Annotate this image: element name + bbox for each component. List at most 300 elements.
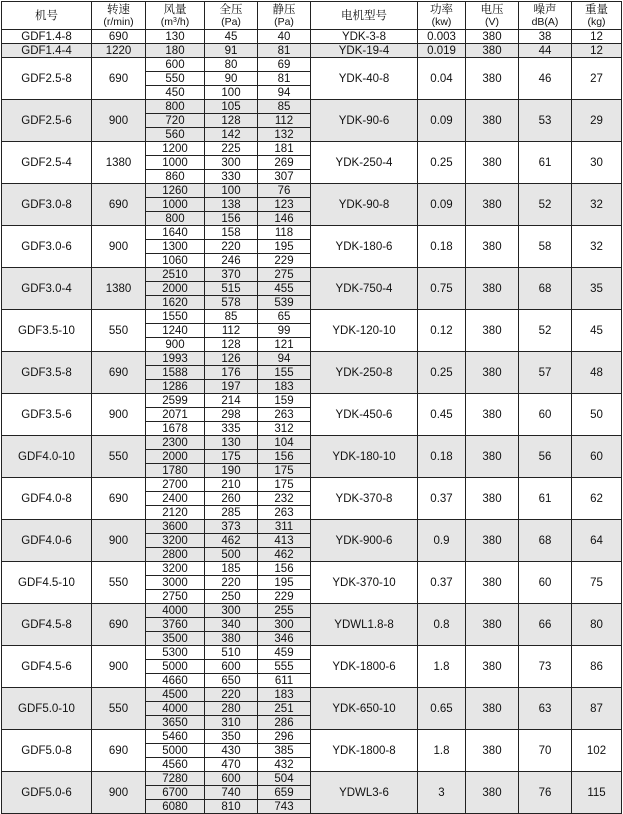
motor-cell: YDK-250-8 [311,352,418,394]
airflow-cell: 2750 [146,590,205,604]
table-row [2,142,622,156]
power-cell: 0.8 [418,604,466,646]
voltage-cell: 380 [466,436,519,478]
speed-cell: 900 [92,394,146,436]
weight-cell: 12 [572,44,622,58]
fan-group [2,310,622,352]
speed-cell: 900 [92,226,146,268]
model-cell: GDF1.4-8 [2,30,92,44]
total-pressure-cell: 380 [205,632,258,646]
total-pressure-cell: 158 [205,226,258,240]
model-cell: GDF2.5-8 [2,58,92,100]
total-pressure-cell: 370 [205,268,258,282]
header-row [2,2,622,30]
total-pressure-cell: 430 [205,744,258,758]
total-pressure-cell: 246 [205,254,258,268]
voltage-cell: 380 [466,520,519,562]
fan-group [2,44,622,58]
weight-cell: 32 [572,184,622,226]
motor-cell: YDK-900-6 [311,520,418,562]
noise-cell: 57 [519,352,572,394]
model-cell: GDF2.5-4 [2,142,92,184]
motor-cell: YDWL1.8-8 [311,604,418,646]
table-row [2,310,622,324]
total-pressure-cell: 128 [205,338,258,352]
static-pressure-cell: 112 [258,114,311,128]
static-pressure-cell: 263 [258,408,311,422]
airflow-cell: 2400 [146,492,205,506]
total-pressure-cell: 285 [205,506,258,520]
speed-cell: 550 [92,310,146,352]
total-pressure-cell: 250 [205,590,258,604]
static-pressure-cell: 99 [258,324,311,338]
static-pressure-cell: 346 [258,632,311,646]
speed-cell: 550 [92,436,146,478]
fan-group [2,730,622,772]
voltage-cell: 380 [466,646,519,688]
power-cell: 0.37 [418,562,466,604]
airflow-cell: 6080 [146,800,205,814]
airflow-cell: 1200 [146,142,205,156]
static-pressure-cell: 94 [258,352,311,366]
speed-cell: 550 [92,562,146,604]
fan-group [2,688,622,730]
voltage-cell: 380 [466,142,519,184]
fan-group [2,394,622,436]
model-cell: GDF3.5-8 [2,352,92,394]
airflow-cell: 1678 [146,422,205,436]
static-pressure-cell: 181 [258,142,311,156]
airflow-cell: 5460 [146,730,205,744]
static-pressure-cell: 312 [258,422,311,436]
total-pressure-cell: 90 [205,72,258,86]
weight-cell: 102 [572,730,622,772]
motor-cell: YDK-250-4 [311,142,418,184]
noise-cell: 70 [519,730,572,772]
model-cell: GDF3.5-6 [2,394,92,436]
total-pressure-cell: 810 [205,800,258,814]
static-pressure-cell: 121 [258,338,311,352]
speed-cell: 900 [92,772,146,814]
motor-cell: YDK-120-10 [311,310,418,352]
motor-cell: YDK-90-8 [311,184,418,226]
noise-cell: 58 [519,226,572,268]
airflow-cell: 3760 [146,618,205,632]
model-cell: GDF5.0-8 [2,730,92,772]
voltage-cell: 380 [466,604,519,646]
table-row [2,562,622,576]
total-pressure-cell: 300 [205,604,258,618]
fan-group [2,142,622,184]
motor-cell: YDK-370-10 [311,562,418,604]
fan-group [2,184,622,226]
model-cell: GDF3.5-10 [2,310,92,352]
table-row [2,478,622,492]
header-motor: 电机型号 [311,2,418,30]
fan-group [2,226,622,268]
static-pressure-cell: 286 [258,716,311,730]
static-pressure-cell: 307 [258,170,311,184]
total-pressure-cell: 220 [205,240,258,254]
model-cell: GDF4.0-6 [2,520,92,562]
static-pressure-cell: 132 [258,128,311,142]
header-power: 功率 (kw) [418,2,466,30]
static-pressure-cell: 413 [258,534,311,548]
motor-cell: YDK-750-4 [311,268,418,310]
total-pressure-cell: 91 [205,44,258,58]
header-speed: 转速 (r/min) [92,2,146,30]
static-pressure-cell: 611 [258,674,311,688]
airflow-cell: 900 [146,338,205,352]
total-pressure-cell: 650 [205,674,258,688]
model-cell: GDF3.0-4 [2,268,92,310]
total-pressure-cell: 335 [205,422,258,436]
voltage-cell: 380 [466,30,519,44]
total-pressure-cell: 340 [205,618,258,632]
table-row [2,394,622,408]
header-weight: 重量 (kg) [572,2,622,30]
total-pressure-cell: 105 [205,100,258,114]
motor-cell: YDK-3-8 [311,30,418,44]
static-pressure-cell: 155 [258,366,311,380]
noise-cell: 53 [519,100,572,142]
voltage-cell: 380 [466,772,519,814]
speed-cell: 900 [92,100,146,142]
noise-cell: 52 [519,184,572,226]
static-pressure-cell: 85 [258,100,311,114]
noise-cell: 66 [519,604,572,646]
static-pressure-cell: 118 [258,226,311,240]
voltage-cell: 380 [466,226,519,268]
static-pressure-cell: 94 [258,86,311,100]
static-pressure-cell: 104 [258,436,311,450]
static-pressure-cell: 296 [258,730,311,744]
airflow-cell: 4000 [146,604,205,618]
spec-table-container [1,1,622,814]
airflow-cell: 6700 [146,786,205,800]
model-cell: GDF3.0-6 [2,226,92,268]
static-pressure-cell: 40 [258,30,311,44]
table-row [2,352,622,366]
power-cell: 0.04 [418,58,466,100]
noise-cell: 52 [519,310,572,352]
fan-group [2,268,622,310]
total-pressure-cell: 470 [205,758,258,772]
power-cell: 0.003 [418,30,466,44]
model-cell: GDF5.0-6 [2,772,92,814]
airflow-cell: 2071 [146,408,205,422]
weight-cell: 60 [572,436,622,478]
power-cell: 0.65 [418,688,466,730]
voltage-cell: 380 [466,730,519,772]
table-row [2,772,622,786]
airflow-cell: 1240 [146,324,205,338]
model-cell: GDF5.0-10 [2,688,92,730]
airflow-cell: 1060 [146,254,205,268]
power-cell: 0.019 [418,44,466,58]
static-pressure-cell: 195 [258,576,311,590]
total-pressure-cell: 300 [205,156,258,170]
static-pressure-cell: 69 [258,58,311,72]
speed-cell: 550 [92,688,146,730]
noise-cell: 63 [519,688,572,730]
airflow-cell: 800 [146,212,205,226]
airflow-cell: 860 [146,170,205,184]
noise-cell: 44 [519,44,572,58]
airflow-cell: 1260 [146,184,205,198]
noise-cell: 38 [519,30,572,44]
voltage-cell: 380 [466,100,519,142]
total-pressure-cell: 350 [205,730,258,744]
static-pressure-cell: 123 [258,198,311,212]
total-pressure-cell: 112 [205,324,258,338]
airflow-cell: 3200 [146,534,205,548]
airflow-cell: 1286 [146,380,205,394]
airflow-cell: 1300 [146,240,205,254]
static-pressure-cell: 555 [258,660,311,674]
total-pressure-cell: 45 [205,30,258,44]
total-pressure-cell: 85 [205,310,258,324]
power-cell: 3 [418,772,466,814]
noise-cell: 60 [519,562,572,604]
weight-cell: 86 [572,646,622,688]
total-pressure-cell: 462 [205,534,258,548]
motor-cell: YDK-19-4 [311,44,418,58]
weight-cell: 32 [572,226,622,268]
table-row [2,688,622,702]
motor-cell: YDK-40-8 [311,58,418,100]
header-total-pressure: 全压 (Pa) [205,2,258,30]
total-pressure-cell: 210 [205,478,258,492]
model-cell: GDF4.5-6 [2,646,92,688]
power-cell: 0.75 [418,268,466,310]
static-pressure-cell: 275 [258,268,311,282]
weight-cell: 50 [572,394,622,436]
static-pressure-cell: 229 [258,254,311,268]
table-row [2,436,622,450]
voltage-cell: 380 [466,310,519,352]
header-noise: 噪声 dB(A) [519,2,572,30]
motor-cell: YDK-180-10 [311,436,418,478]
weight-cell: 12 [572,30,622,44]
static-pressure-cell: 229 [258,590,311,604]
static-pressure-cell: 156 [258,450,311,464]
airflow-cell: 560 [146,128,205,142]
speed-cell: 1380 [92,142,146,184]
header-voltage: 电压 (V) [466,2,519,30]
motor-cell: YDK-90-6 [311,100,418,142]
weight-cell: 30 [572,142,622,184]
motor-cell: YDK-1800-6 [311,646,418,688]
motor-cell: YDK-650-10 [311,688,418,730]
airflow-cell: 1780 [146,464,205,478]
airflow-cell: 2599 [146,394,205,408]
motor-cell: YDK-370-8 [311,478,418,520]
fan-group [2,352,622,394]
airflow-cell: 1993 [146,352,205,366]
fan-group [2,30,622,44]
airflow-cell: 5000 [146,744,205,758]
noise-cell: 61 [519,142,572,184]
total-pressure-cell: 130 [205,436,258,450]
static-pressure-cell: 432 [258,758,311,772]
static-pressure-cell: 183 [258,688,311,702]
airflow-cell: 3500 [146,632,205,646]
airflow-cell: 5000 [146,660,205,674]
speed-cell: 690 [92,184,146,226]
speed-cell: 900 [92,646,146,688]
motor-cell: YDK-180-6 [311,226,418,268]
static-pressure-cell: 195 [258,240,311,254]
total-pressure-cell: 214 [205,394,258,408]
static-pressure-cell: 263 [258,506,311,520]
airflow-unit: $(m^3/h)$ [160,15,190,28]
airflow-cell: 1640 [146,226,205,240]
airflow-cell: 7280 [146,772,205,786]
table-row [2,730,622,744]
static-pressure-cell: 175 [258,464,311,478]
total-pressure-cell: 500 [205,548,258,562]
noise-cell: 76 [519,772,572,814]
static-pressure-cell: 539 [258,296,311,310]
voltage-cell: 380 [466,394,519,436]
airflow-cell: 4560 [146,758,205,772]
total-pressure-cell: 280 [205,702,258,716]
header-airflow: 风量 $(m^3/h)$ [146,2,205,30]
noise-cell: 60 [519,394,572,436]
voltage-cell: 380 [466,58,519,100]
power-cell: 0.45 [418,394,466,436]
power-cell: 0.9 [418,520,466,562]
airflow-cell: 2800 [146,548,205,562]
static-pressure-cell: 504 [258,772,311,786]
power-cell: 0.12 [418,310,466,352]
static-pressure-cell: 156 [258,562,311,576]
weight-cell: 45 [572,310,622,352]
static-pressure-cell: 232 [258,492,311,506]
total-pressure-cell: 373 [205,520,258,534]
power-cell: 0.18 [418,436,466,478]
total-pressure-cell: 126 [205,352,258,366]
airflow-cell: 550 [146,72,205,86]
total-pressure-cell: 600 [205,660,258,674]
weight-cell: 29 [572,100,622,142]
model-cell: GDF4.0-10 [2,436,92,478]
static-pressure-cell: 455 [258,282,311,296]
static-pressure-cell: 300 [258,618,311,632]
total-pressure-cell: 100 [205,184,258,198]
total-pressure-cell: 330 [205,170,258,184]
static-pressure-cell: 255 [258,604,311,618]
static-pressure-cell: 311 [258,520,311,534]
total-pressure-cell: 740 [205,786,258,800]
total-pressure-cell: 225 [205,142,258,156]
voltage-cell: 380 [466,562,519,604]
noise-cell: 68 [519,520,572,562]
header-static-pressure: 静压 (Pa) [258,2,311,30]
total-pressure-cell: 156 [205,212,258,226]
table-row [2,604,622,618]
total-pressure-cell: 197 [205,380,258,394]
static-pressure-cell: 462 [258,548,311,562]
airflow-cell: 4500 [146,688,205,702]
voltage-cell: 380 [466,268,519,310]
power-cell: 0.25 [418,142,466,184]
voltage-cell: 380 [466,352,519,394]
airflow-cell: 2510 [146,268,205,282]
table-row [2,184,622,198]
airflow-cell: 5300 [146,646,205,660]
table-row [2,44,622,58]
static-pressure-cell: 183 [258,380,311,394]
model-cell: GDF4.5-8 [2,604,92,646]
static-pressure-cell: 81 [258,44,311,58]
fan-group [2,604,622,646]
motor-cell: YDK-450-6 [311,394,418,436]
static-pressure-cell: 459 [258,646,311,660]
fan-group [2,520,622,562]
weight-cell: 62 [572,478,622,520]
airflow-cell: 720 [146,114,205,128]
motor-cell: YDK-1800-8 [311,730,418,772]
voltage-cell: 380 [466,688,519,730]
noise-cell: 73 [519,646,572,688]
total-pressure-cell: 138 [205,198,258,212]
speed-cell: 690 [92,58,146,100]
weight-cell: 115 [572,772,622,814]
airflow-cell: 2120 [146,506,205,520]
total-pressure-cell: 515 [205,282,258,296]
total-pressure-cell: 310 [205,716,258,730]
airflow-cell: 450 [146,86,205,100]
airflow-cell: 3650 [146,716,205,730]
speed-cell: 690 [92,478,146,520]
airflow-cell: 1000 [146,156,205,170]
motor-cell: YDWL3-6 [311,772,418,814]
voltage-cell: 380 [466,478,519,520]
static-pressure-cell: 269 [258,156,311,170]
fan-group [2,562,622,604]
airflow-cell: 1550 [146,310,205,324]
power-cell: 0.18 [418,226,466,268]
speed-cell: 1220 [92,44,146,58]
table-row [2,58,622,72]
noise-cell: 61 [519,478,572,520]
noise-cell: 68 [519,268,572,310]
speed-cell: 690 [92,30,146,44]
table-row [2,100,622,114]
airflow-cell: 800 [146,100,205,114]
total-pressure-cell: 220 [205,688,258,702]
airflow-cell: 3600 [146,520,205,534]
total-pressure-cell: 185 [205,562,258,576]
total-pressure-cell: 298 [205,408,258,422]
total-pressure-cell: 220 [205,576,258,590]
total-pressure-cell: 142 [205,128,258,142]
weight-cell: 75 [572,562,622,604]
airflow-cell: 180 [146,44,205,58]
airflow-cell: 2000 [146,282,205,296]
fan-group [2,100,622,142]
power-cell: 1.8 [418,646,466,688]
total-pressure-cell: 176 [205,366,258,380]
airflow-cell: 2300 [146,436,205,450]
model-cell: GDF3.0-8 [2,184,92,226]
airflow-cell: 4660 [146,674,205,688]
total-pressure-cell: 175 [205,450,258,464]
voltage-cell: 380 [466,44,519,58]
weight-cell: 48 [572,352,622,394]
